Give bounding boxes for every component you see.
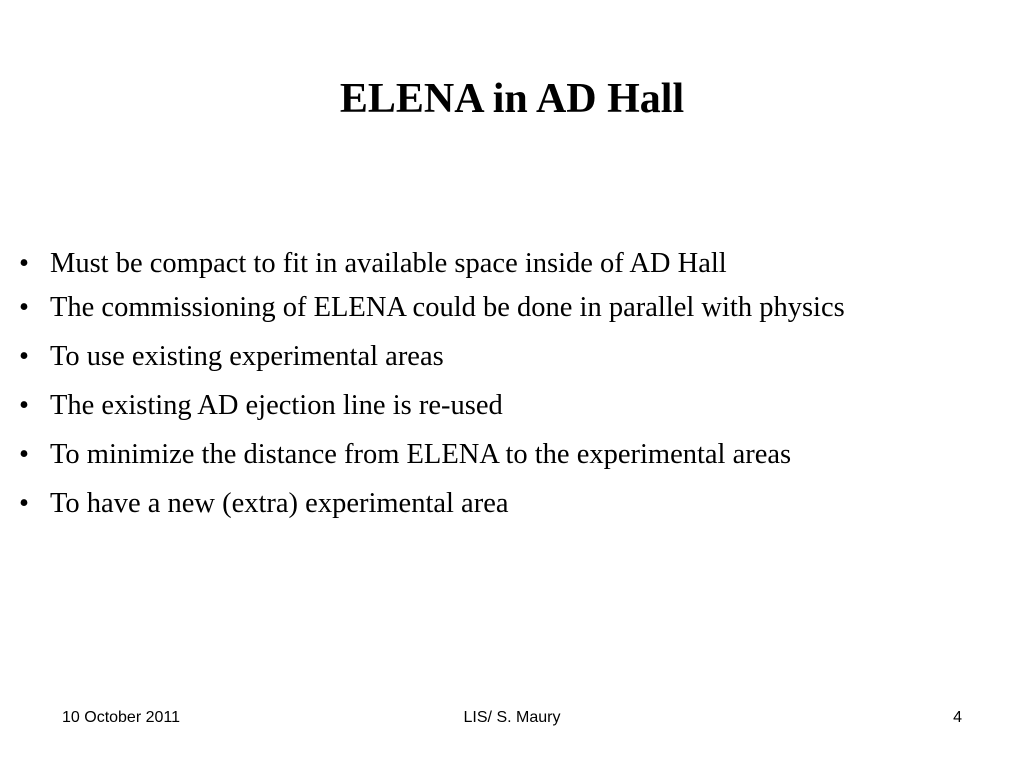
bullet-text: Must be compact to fit in available space inside of AD Hall [50, 248, 727, 279]
page-number: 4 [953, 709, 962, 726]
footer-date: 10 October 2011 [62, 709, 181, 726]
bullet-text: The existing AD ejection line is re-used [50, 390, 503, 421]
bullet-text: To have a new (extra) experimental area [50, 488, 509, 519]
bullet-item [14, 290, 1018, 326]
bullet-icon: • [19, 292, 29, 323]
slide-title: ELENA in AD Hall [339, 76, 685, 122]
bullet-text: To minimize the distance from ELENA to the experimental areas [50, 439, 792, 470]
bullet-list [14, 240, 1018, 522]
bullet-item [14, 339, 1018, 375]
bullet-text: To use existing experimental areas [50, 341, 444, 372]
footer-author: LIS/ S. Maury [463, 709, 561, 726]
bullet-icon: • [19, 390, 29, 421]
bullet-text: The commissioning of ELENA could be done in parallel with physics [50, 292, 845, 323]
bullet-icon: • [19, 439, 29, 470]
bullet-item [14, 437, 1018, 473]
bullet-item [14, 388, 1018, 424]
bullet-icon: • [19, 341, 29, 372]
bullet-item [14, 246, 1018, 282]
bullet-icon: • [19, 248, 29, 279]
bullet-icon: • [19, 488, 29, 519]
bullet-item [14, 486, 1018, 522]
